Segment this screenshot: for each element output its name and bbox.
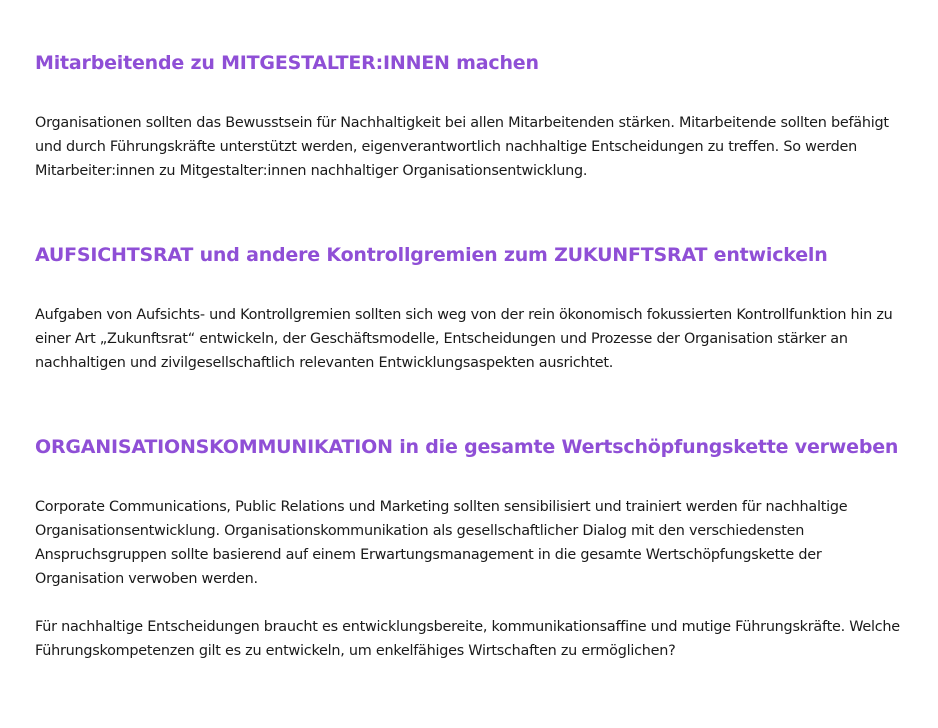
section-heading-zukunftsrat: AUFSICHTSRAT und andere Kontrollgremien zum ZUKUNFTSRAT entwickeln [35, 244, 828, 266]
section-paragraph-organisationskommunikation: Corporate Communications, Public Relations und Marketing sollten sensibilisiert und trainiert werden für nachhaltige Organisationsentwicklung. Organisationskommunikation als gesellschaftlicher Dialog mit den verschiedensten Anspruchsgruppen sollte basierend auf einem Erwartungsmanagement in die gesamte Wertschöpfungskette der Organisation verwoben werden. [35, 499, 848, 587]
section-heading-organisationskommunikation: ORGANISATIONSKOMMUNIKATION in die gesamte Wertschöpfungskette verweben [35, 436, 899, 458]
closing-paragraph: Für nachhaltige Entscheidungen braucht es entwicklungsbereite, kommunikationsaffine und mutige Führungskräfte. Welche Führungskompetenzen gilt es zu entwickeln, um enkelfähiges Wirtschaften zu ermöglichen? [35, 619, 900, 659]
section-heading-mitgestalter: Mitarbeitende zu MITGESTALTER:INNEN machen [35, 52, 539, 74]
section-paragraph-mitgestalter: Organisationen sollten das Bewusstsein für Nachhaltigkeit bei allen Mitarbeitenden stärken. Mitarbeitende sollten befähigt und durch Führungskräfte unterstützt werden, eigenverantwortlich nachhaltige Entscheidungen zu treffen. So werden Mitarbeiter:innen zu Mitgestalter:innen nachhaltiger Organisationsentwicklung. [35, 115, 889, 179]
section-paragraph-zukunftsrat: Aufgaben von Aufsichts- und Kontrollgremien sollten sich weg von der rein ökonomisch fokussierten Kontrollfunktion hin zu einer Art „Zukunftsrat“ entwickeln, der Geschäftsmodelle, Entscheidungen und Prozesse der Organisation stärker an nachhaltigen und zivilgesellschaftlich relevanten Entwicklungsaspekten ausrichtet. [35, 307, 893, 371]
